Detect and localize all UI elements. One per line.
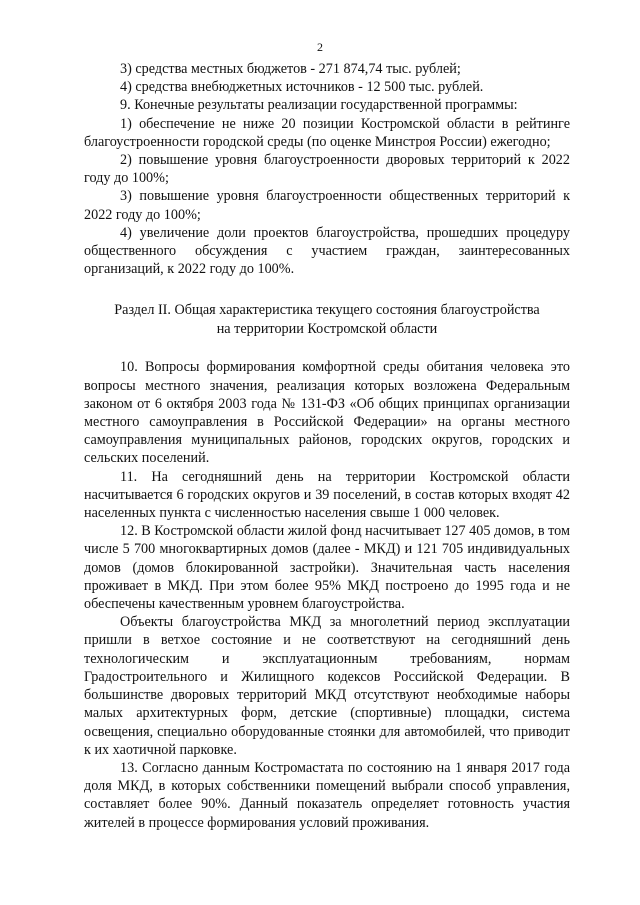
paragraph-11: 11. На сегодняшний день на территории Костромской области насчитывается 6 городских округов и 39 поселений, в состав которых входят 42 населенных пункта с численностью населения свыше 1 000 человек. (84, 468, 570, 522)
funding-item-4: 4) средства внебюджетных источников - 12 500 тыс. рублей. (120, 79, 484, 96)
paragraph-12-continued: Объекты благоустройства МКД за многолетний период эксплуатации пришли в ветхое состояние и не соответствуют на сегодняшний день технологическим и эксплуатационным требованиям, нормам Градостроительного и Жилищного кодексов Российской Федерации. В большинстве дворовых территорий МКД отсутствуют необходимые наборы малых архитектурных форм, детские (спортивные) площадки, система освещения, специально оборудованные стоянки для автомобилей, что приводит к их хаотичной парковке. (84, 614, 570, 758)
results-heading-item-9: 9. Конечные результаты реализации государственной программы: (120, 97, 518, 114)
paragraph-10: 10. Вопросы формирования комфортной среды обитания человека это вопросы местного значения, реализация которых возложена Федеральным законом от 6 октября 2003 года № 131-ФЗ «Об общих принципах организации местного самоуправления в Российской Федерации» на органы местного самоуправления муниципальных районов, городских округов, городских и сельских поселений. (84, 359, 570, 467)
result-item-1: 1) обеспечение не ниже 20 позиции Костромской области в рейтинге благоустроенности городской среды (по оценке Минстроя России) ежегодно; (84, 115, 570, 150)
funding-item-3: 3) средства местных бюджетов - 271 874,74 тыс. рублей; (120, 61, 461, 77)
section-heading (84, 301, 570, 339)
paragraph-12: 12. В Костромской области жилой фонд насчитывает 127 405 домов, в том числе 5 700 многоквартирных домов (далее - МКД) и 121 705 индивидуальных домов (домов блокированной застройки). Значительная часть населения проживает в МКД. При этом более 95% МКД построено до 1995 года и не обеспечены качественным уровнем благоустройства. (84, 523, 570, 613)
result-item-3: 3) повышение уровня благоустроенности общественных территорий к 2022 году до 100%; (84, 188, 570, 223)
section-title-line-2: на территории Костромской области (216, 321, 438, 338)
result-item-4: 4) увеличение доли проектов благоустройства, прошедших процедуру общественного обсуждения с участием граждан, заинтересованных организаций, к 2022 году до 100%. (84, 224, 570, 278)
document-body (84, 60, 570, 832)
section-title-line-1: Раздел II. Общая характеристика текущего состояния благоустройства (114, 302, 540, 319)
result-item-2: 2) повышение уровня благоустроенности дворовых территорий к 2022 году до 100%; (84, 152, 570, 187)
paragraph-13: 13. Согласно данным Костромастата по состоянию на 1 января 2017 года доля МКД, в которых собственники помещений выбрали способ управления, составляет более 90%. Данный показатель определяет готовность участия жителей в процессе формирования условий проживания. (84, 759, 570, 831)
page-number: 2 (317, 40, 323, 54)
